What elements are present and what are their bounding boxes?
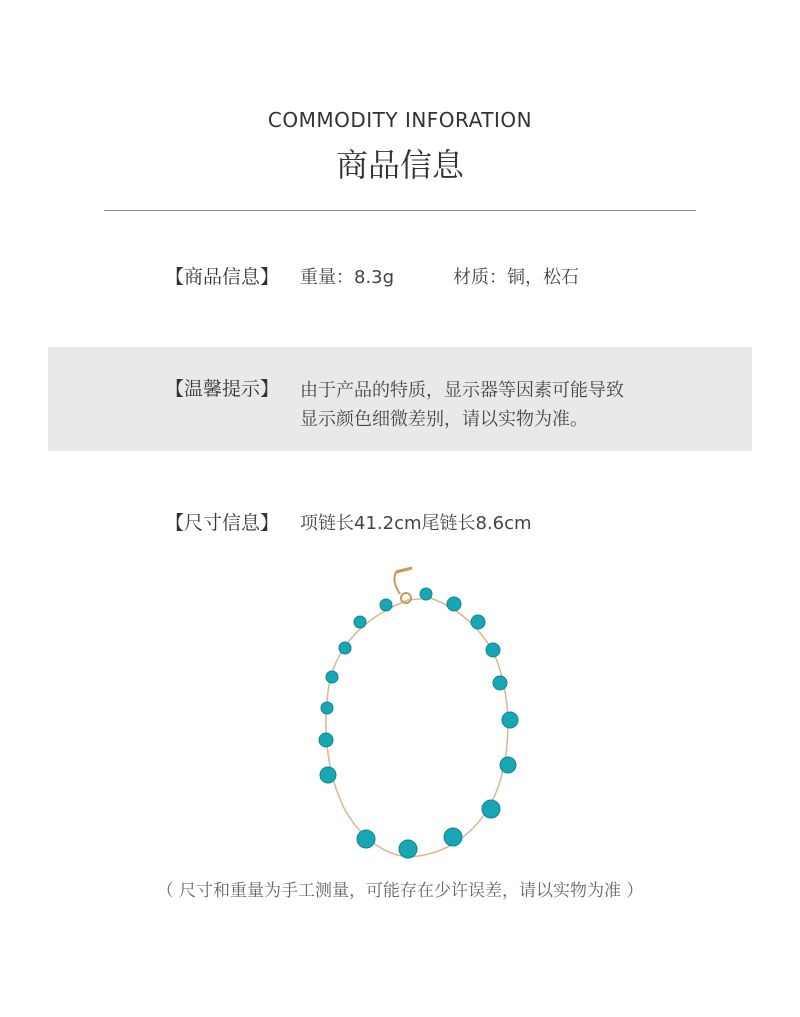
bead bbox=[354, 616, 366, 628]
bead bbox=[486, 643, 500, 657]
necklace-chain bbox=[326, 598, 508, 857]
weight-text: 重量：8.3g bbox=[300, 267, 395, 288]
necklace-image bbox=[300, 560, 540, 870]
bead bbox=[320, 767, 336, 783]
bead bbox=[319, 733, 333, 747]
size-label: 【尺寸信息】 bbox=[165, 512, 280, 534]
title-chinese: 商品信息 bbox=[335, 146, 464, 184]
extender-tip bbox=[396, 568, 412, 572]
bead bbox=[321, 702, 333, 714]
tip-label: 【温馨提示】 bbox=[165, 378, 280, 400]
header-divider bbox=[104, 210, 696, 211]
tip-line-1: 由于产品的特质，显示器等因素可能导致 bbox=[300, 380, 624, 401]
extender-chain bbox=[394, 572, 400, 594]
bead bbox=[357, 830, 375, 848]
bead bbox=[502, 712, 518, 728]
bead bbox=[339, 642, 351, 654]
material-text: 材质：铜，松石 bbox=[453, 267, 579, 288]
bead bbox=[471, 615, 485, 629]
size-text: 项链长41.2cm尾链长8.6cm bbox=[300, 513, 532, 534]
bead bbox=[326, 671, 338, 683]
bead bbox=[420, 588, 432, 600]
tip-line-2: 显示颜色细微差别，请以实物为准。 bbox=[300, 409, 588, 430]
bead bbox=[444, 828, 462, 846]
title-english: COMMODITY INFORATION bbox=[267, 108, 533, 132]
bead bbox=[500, 757, 516, 773]
info-label: 【商品信息】 bbox=[165, 266, 280, 288]
bead bbox=[380, 599, 392, 611]
bead bbox=[493, 676, 507, 690]
footnote: （ 尺寸和重量为手工测量，可能存在少许误差，请以实物为准 ） bbox=[156, 881, 644, 901]
bead bbox=[482, 800, 500, 818]
bead bbox=[447, 597, 461, 611]
bead bbox=[399, 840, 417, 858]
